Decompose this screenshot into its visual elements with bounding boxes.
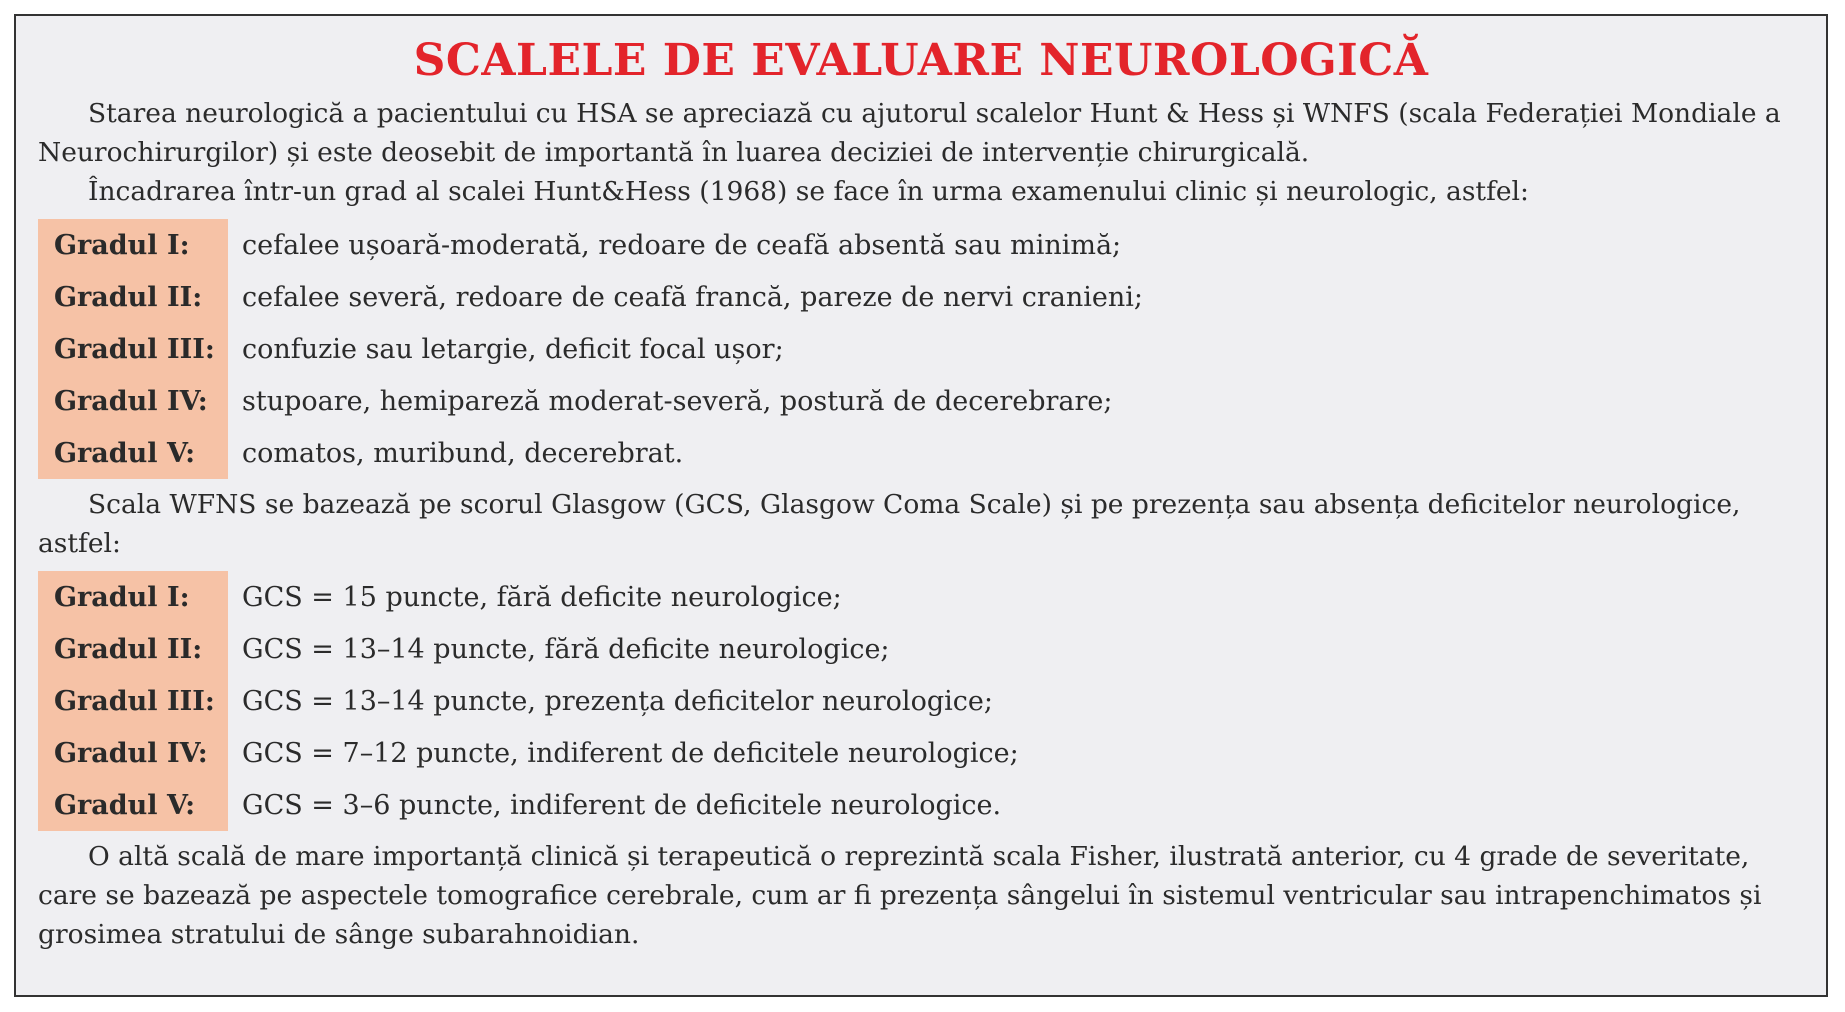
grade-label: Gradul I: <box>38 571 228 623</box>
table-row <box>38 427 1143 479</box>
table-row <box>38 571 1019 623</box>
table-row <box>38 623 1019 675</box>
wfns-intro: Scala WFNS se bazează pe scorul Glasgow (GCS, Glasgow Coma Scale) și pe prezența sau absența deficitelor neurologice, astfel: <box>38 489 1741 559</box>
wfns-table <box>38 571 1019 831</box>
table-row <box>38 727 1019 779</box>
table-row <box>38 219 1143 271</box>
grade-label: Gradul V: <box>38 427 228 479</box>
table-row <box>38 675 1019 727</box>
table-row <box>38 323 1143 375</box>
grade-label: Gradul V: <box>38 779 228 831</box>
grade-description: GCS = 13–14 puncte, prezența deficitelor neurologice; <box>242 685 993 717</box>
hunt-hess-table <box>38 219 1143 479</box>
grade-label: Gradul I: <box>38 219 228 271</box>
fisher-paragraph: O altă scală de mare importanță clinică și terapeutică o reprezintă scala Fisher, ilustrată anterior, cu 4 grade de severitate, care se bazează pe aspectele tomografice cerebrale, cum ar fi prezența sângelui în sistemul ventricular sau intrapenchimatos și grosimea stratului de sânge subarahnoidian. <box>38 841 1762 950</box>
grade-label: Gradul II: <box>38 623 228 675</box>
neurological-scales-box <box>14 14 1828 997</box>
grade-label: Gradul III: <box>38 323 228 375</box>
grade-description: stupoare, hemipareză moderat-severă, postură de decerebrare; <box>242 385 1113 417</box>
hunt-hess-intro: Încadrarea într-un grad al scalei Hunt&Hess (1968) se face în urma examenului clinic și neurologic, astfel: <box>88 176 1529 207</box>
page-title: SCALELE DE EVALUARE NEUROLOGICĂ <box>413 35 1429 86</box>
grade-description: comatos, muribund, decerebrat. <box>242 437 684 469</box>
grade-description: cefalee ușoară-moderată, redoare de ceafă absentă sau minimă; <box>242 229 1122 261</box>
grade-description: GCS = 15 puncte, fără deficite neurologice; <box>242 581 842 613</box>
grade-description: GCS = 3–6 puncte, indiferent de deficitele neurologice. <box>242 789 1002 821</box>
grade-description: GCS = 13–14 puncte, fără deficite neurologice; <box>242 633 890 665</box>
table-row <box>38 779 1019 831</box>
grade-description: confuzie sau letargie, deficit focal ușor; <box>242 333 784 365</box>
grade-label: Gradul III: <box>38 675 228 727</box>
grade-description: GCS = 7–12 puncte, indiferent de deficitele neurologice; <box>242 737 1019 769</box>
table-row <box>38 375 1143 427</box>
intro-paragraph: Starea neurologică a pacientului cu HSA se apreciază cu ajutorul scalelor Hunt & Hess și WNFS (scala Federației Mondiale a Neurochirurgilor) și este deosebit de importantă în luarea deciziei de intervenție chirurgicală. <box>38 98 1781 168</box>
table-row <box>38 271 1143 323</box>
grade-label: Gradul IV: <box>38 727 228 779</box>
grade-label: Gradul II: <box>38 271 228 323</box>
grade-description: cefalee severă, redoare de ceafă francă, pareze de nervi cranieni; <box>242 281 1143 313</box>
grade-label: Gradul IV: <box>38 375 228 427</box>
